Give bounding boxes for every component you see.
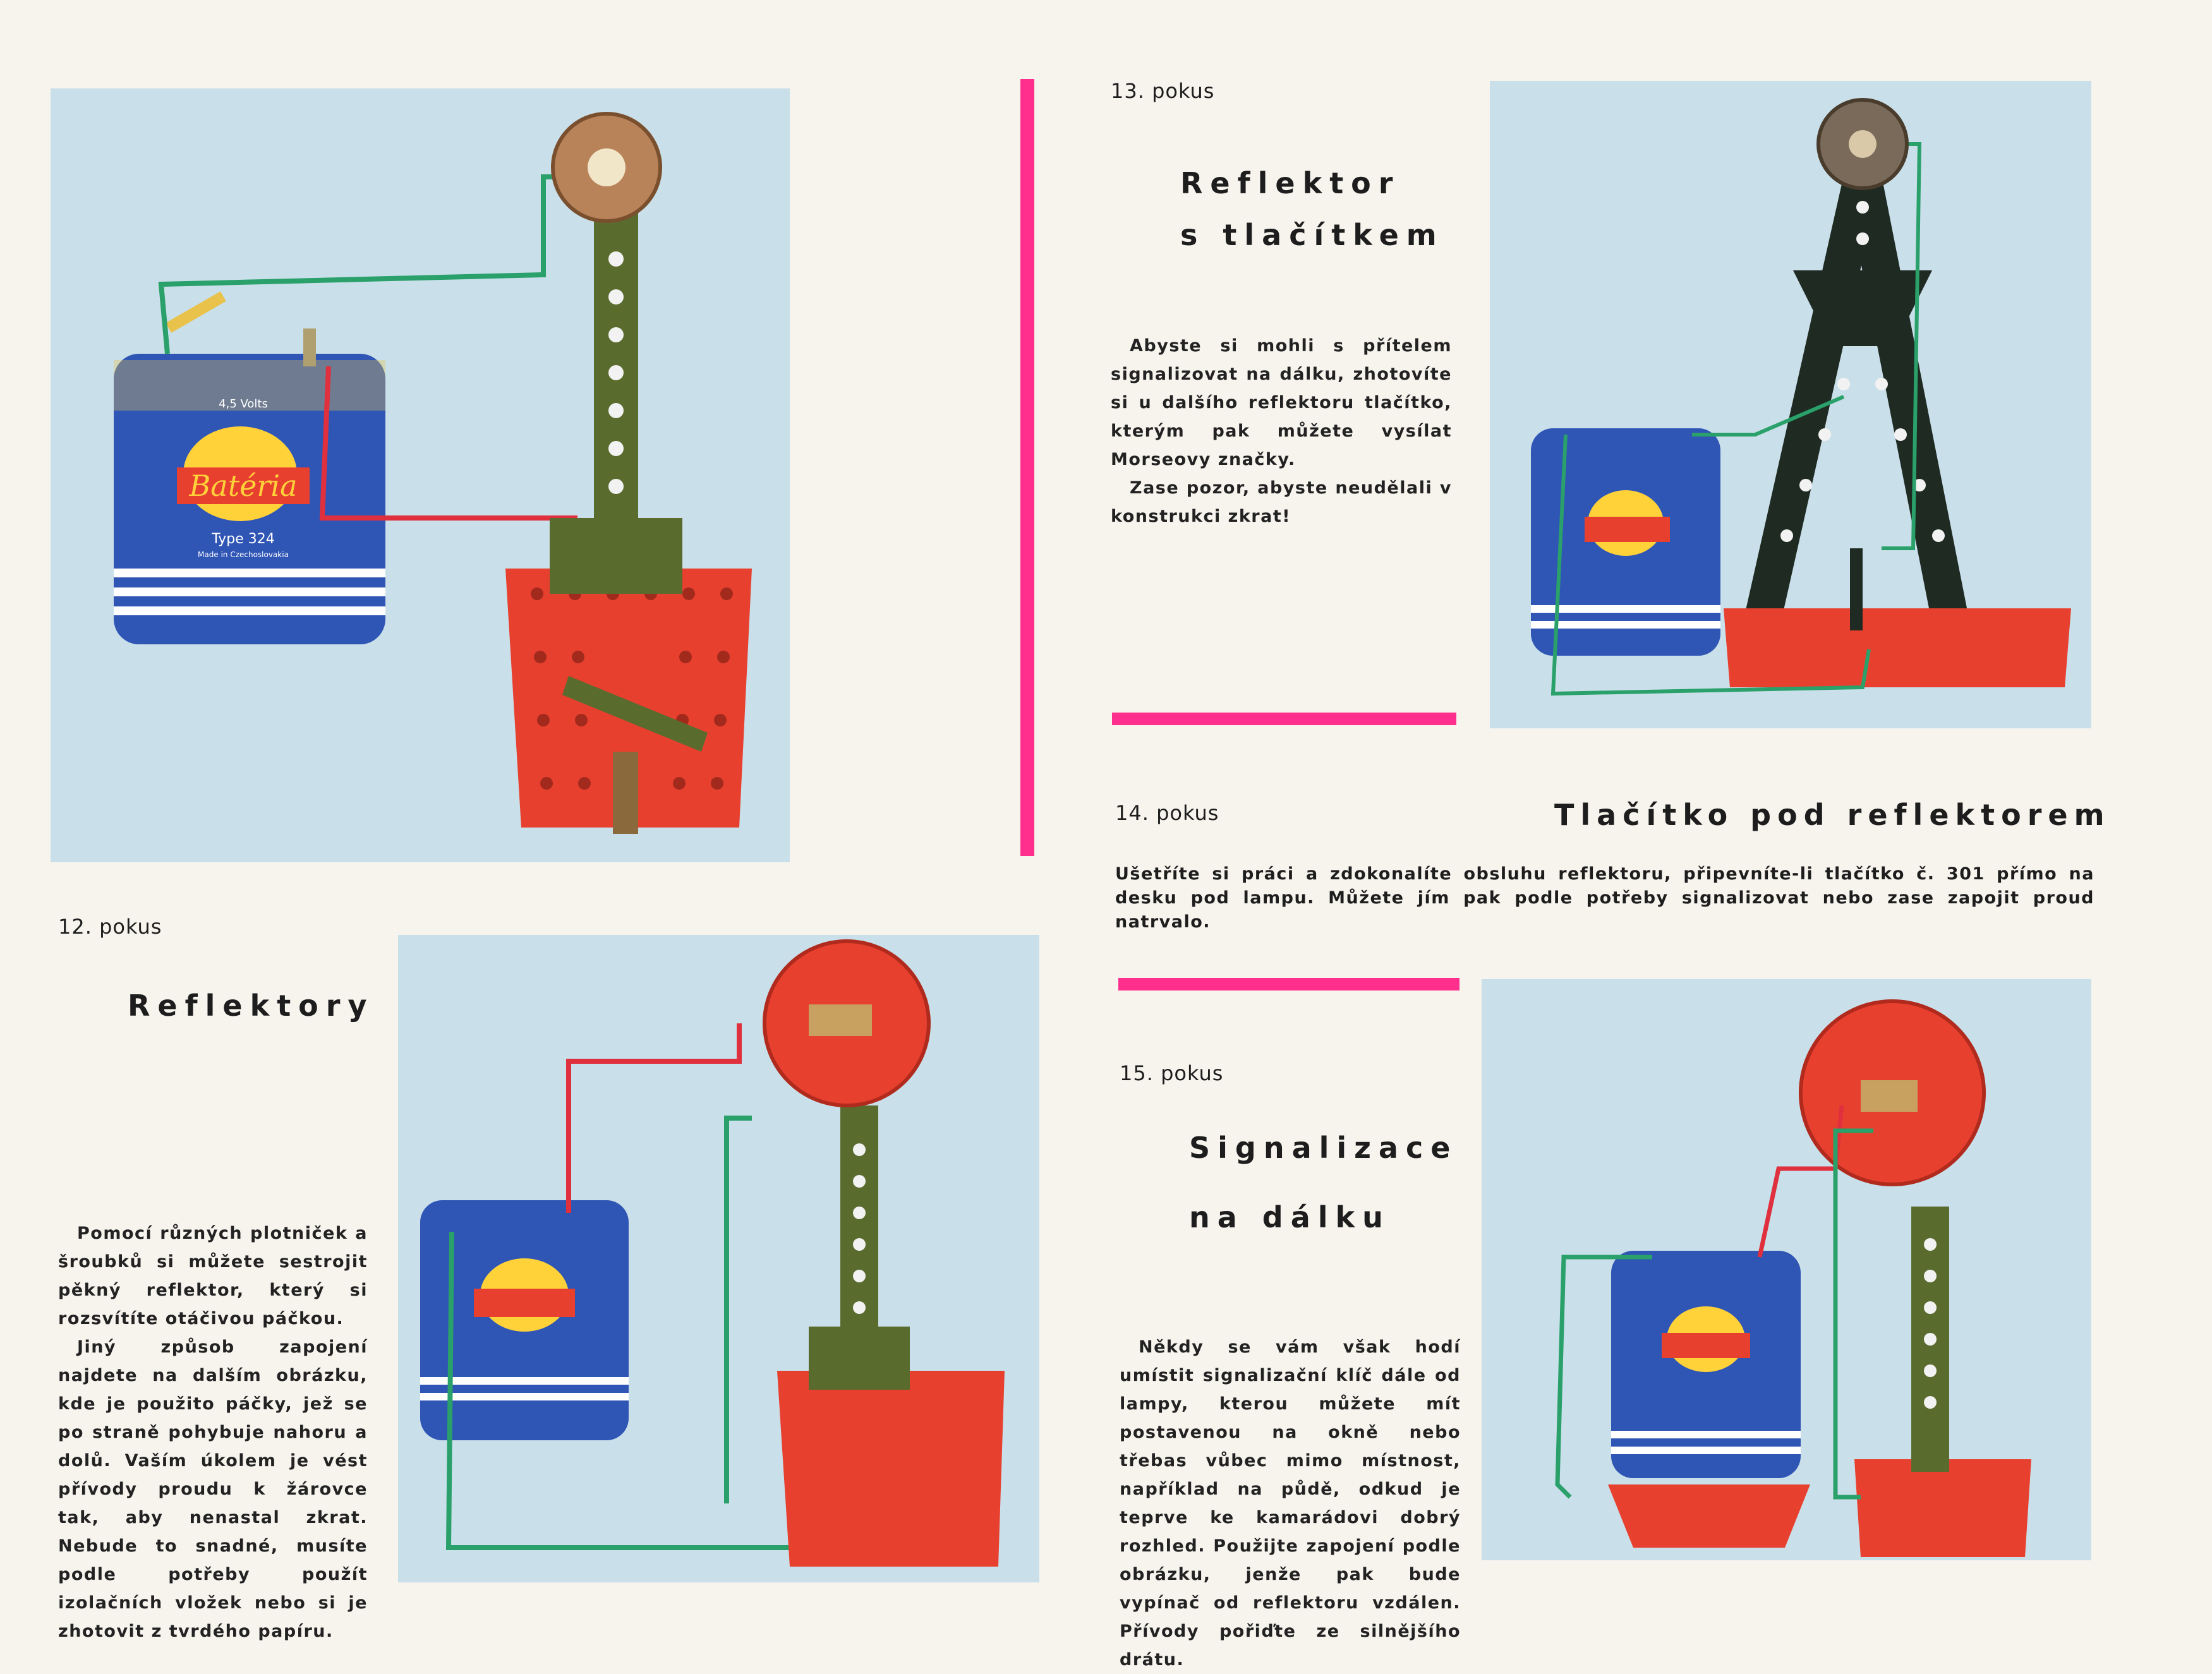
exp14-title: Tlačítko pod reflektorem <box>1554 798 2111 832</box>
exp13-title-line2: s tlačítkem <box>1180 218 1444 252</box>
battery-voltage: 4,5 Volts <box>219 397 268 411</box>
photo-reflector-side-lever <box>398 935 1039 1582</box>
exp12-body <box>58 1219 368 1646</box>
signal-key-base <box>1608 1484 1810 1548</box>
exp14-label: 14. pokus <box>1115 801 1219 825</box>
exp13-body <box>1111 332 1452 531</box>
exp15-label: 15. pokus <box>1120 1061 1224 1085</box>
battery-icon <box>1611 1251 1801 1478</box>
exp12-label: 12. pokus <box>58 915 162 939</box>
exp13-paragraph-1: Abyste si mohli s přítelem signalizovat na dálku, zhotovíte si u dalšího reflektoru tlačítko, kterým pak můžete vysílat Morseovy značky. <box>1111 336 1452 469</box>
red-wire <box>569 1023 739 1213</box>
battery-type: Type 324 <box>212 531 275 547</box>
photo-reflector-rotary <box>51 88 790 862</box>
red-base-plate <box>1724 608 2071 687</box>
red-base-plate <box>777 1371 1005 1567</box>
exp13-label: 13. pokus <box>1111 79 1215 103</box>
exp12-paragraph-1: Pomocí různých plotniček a šroubků si můžete sestrojit pěkný reflektor, který si rozsvítíte otáčivou páčkou. <box>58 1224 368 1328</box>
vertical-divider <box>1020 79 1034 856</box>
exp15-paragraph-1: Někdy se vám však hodí umístit signalizační klíč dále od lampy, kterou můžete mít postavenou na okně nebo třebas vůbec mimo místnost, například na půdě, odkud je teprve ke kamarádovi dobrý rozhled. Použijte zapojení podle obrázku, jenže pak bude vypínač od reflektoru vzdálen. Přívody pořiďte ze silnějšího drátu. <box>1120 1337 1461 1670</box>
photo-reflector-button <box>1490 81 2091 728</box>
exp15-body <box>1120 1333 1461 1674</box>
exp12-title: Reflektory <box>128 989 375 1023</box>
exp14-body: Ušetříte si práci a zdokonalíte obsluhu reflektoru, připevníte-li tlačítko č. 301 přímo na desku pod lampu. Můžete jím pak podle potřeby signalizovat nebo zase zapojit proud natrvalo. <box>1115 864 2094 932</box>
battery-icon <box>114 291 385 644</box>
reflector-rotary-illustration <box>51 88 790 862</box>
battery-made-in: Made in Czechoslovakia <box>198 550 289 559</box>
red-base-plate <box>1854 1459 2031 1557</box>
exp15-title-line1: Signalizace <box>1189 1131 1458 1165</box>
photo-remote-signalling <box>1482 979 2091 1560</box>
exp15-title-line2: na dálku <box>1189 1200 1391 1234</box>
reflector-button-illustration <box>1490 81 2091 728</box>
horizontal-divider-2 <box>1118 978 1460 991</box>
remote-signalling-illustration <box>1482 979 2091 1560</box>
exp13-paragraph-2: Zase pozor, abyste neudělali v konstrukci zkrat! <box>1111 478 1452 526</box>
exp12-paragraph-2: Jiný způsob zapojení najdete na dalším obrázku, kde je použito páčky, jež se po straně pohybuje nahoru a dolů. Vaším úkolem je vést přívody proudu k žárovce tak, aby nenastal zkrat. Nebude to snadné, musíte podle potřeby použít izolačních vložek nebo si je zhotovit z tvrdého papíru. <box>58 1337 368 1641</box>
horizontal-divider-1 <box>1112 713 1456 725</box>
reflector-side-lever-illustration <box>398 935 1039 1582</box>
green-wire <box>161 177 594 354</box>
battery-brand: Batéria <box>189 469 298 503</box>
exp13-title-line1: Reflektor <box>1180 166 1401 200</box>
